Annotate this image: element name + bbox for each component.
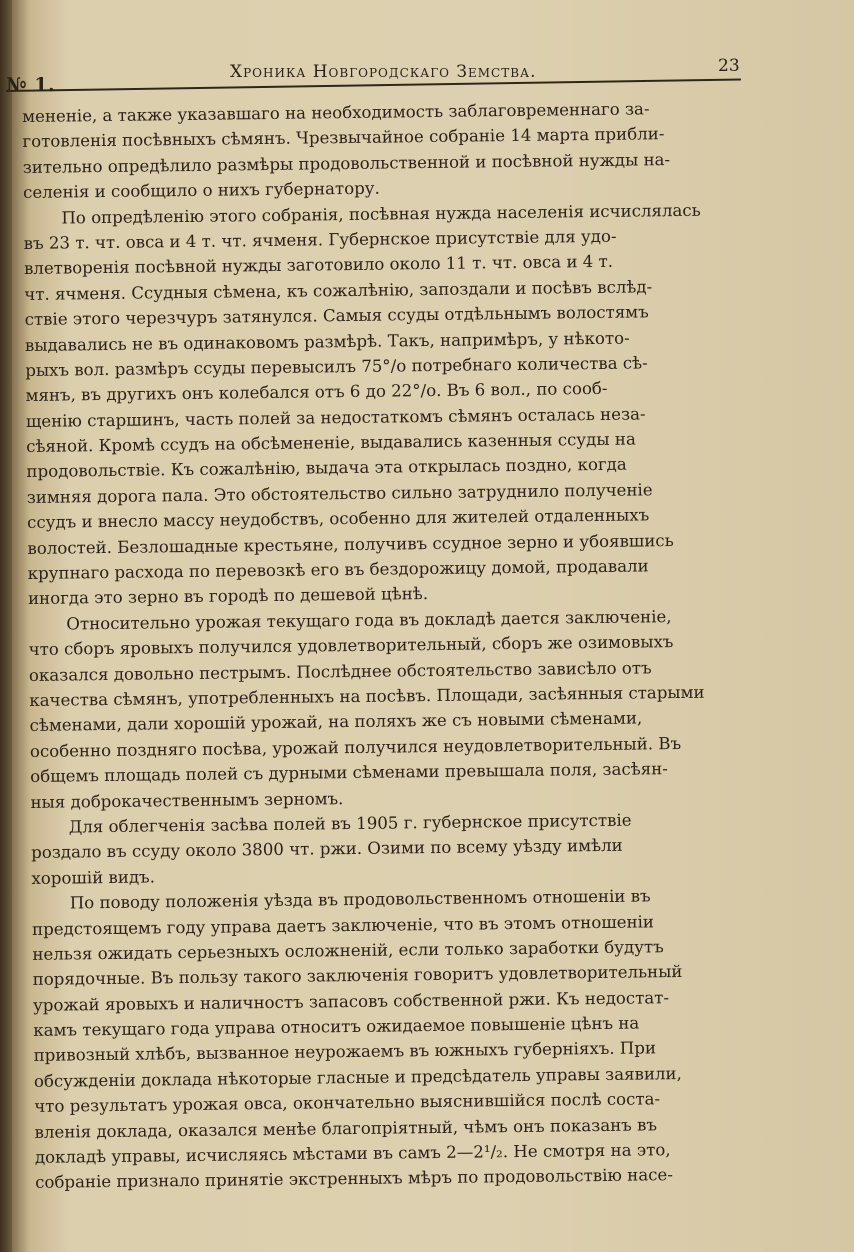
text-line: качества сѣмянъ, употребленныхъ на посѣвъ. Площади, засѣянныя старыми (29, 682, 705, 710)
text-line: сѣяной. Кромѣ ссудъ на обсѣмененіе, выдавались казенныя ссуды на (26, 429, 636, 457)
text-line: зительно опредѣлило размѣры продовольственной и посѣвной нужды на- (22, 149, 671, 177)
body-text (22, 95, 753, 1195)
text-line: привозный хлѣбъ, вызванное неурожаемъ въ южныхъ губерніяхъ. При (33, 1038, 657, 1066)
text-line: рыхъ вол. размѣръ ссуды перевысилъ 75°/о потребнаго количества сѣ- (25, 353, 648, 380)
text-line: ствіе этого черезчуръ затянулся. Самыя ссуды отдѣльнымъ волостямъ (24, 302, 649, 330)
text-line: собраніе признало принятіе экстренныхъ мѣръ по продовольствію насе- (35, 1165, 673, 1193)
text-line: Относительно урожая текущаго года въ докладѣ дается заключеніе, (66, 606, 672, 634)
text-line: обсужденіи доклада нѣкоторые гласные и предсѣдатель управы заявили, (33, 1063, 682, 1091)
text-line: что результатъ урожая овса, окончательно выяснившійся послѣ соста- (34, 1089, 661, 1117)
text-line: крупнаго расхода по перевозкѣ его въ бездорожицу домой, продавали (27, 556, 649, 583)
text-line: зимняя дорога пала. Это обстоятельство сильно затруднило полученіе (26, 480, 653, 507)
text-line: волостей. Безлошадные крестьяне, получивъ ссудное зерно и убоявшись (27, 530, 674, 558)
text-line: иногда это зерно въ городѣ по дешевой цѣнѣ. (27, 584, 429, 609)
text-line: порядочные. Въ пользу такого заключенія говоритъ удовлетворительный (32, 962, 683, 990)
text-line: хорошій видъ. (31, 867, 156, 888)
page-binding-shadow (0, 0, 12, 1252)
issue-number: № 1. (6, 74, 56, 96)
text-line: урожай яровыхъ и наличностъ запасовъ собственной ржи. Къ недостат- (32, 987, 670, 1015)
text-line: вленія доклада, оказался менѣе благопріятный, чѣмъ онъ показанъ въ (34, 1114, 658, 1142)
text-line: предстоящемъ году управа даетъ заключеніе, что въ этомъ отношеніи (31, 911, 655, 939)
text-line: ссудъ и внесло массу неудобствъ, особенно для жителей отдаленныхъ (26, 505, 650, 533)
text-line: нельзя ожидать серьезныхъ осложненій, если только заработки будутъ (32, 937, 664, 964)
text-line: въ 23 т. чт. овса и 4 т. чт. ячменя. Губернское присутствіе для удо- (23, 226, 617, 253)
text-line: общемъ площадь полей съ дурными сѣменами превышала поля, засѣян- (30, 759, 668, 787)
text-line: мененіе, а также указавшаго на необходимость заблаговременнаго за- (22, 99, 650, 126)
journal-title: Хроника Новгородскаго Земства. (230, 62, 537, 82)
page-number: 23 (718, 56, 740, 76)
text-line: мянъ, въ другихъ онъ колебался отъ 6 до 22°/о. Въ 6 вол., по сооб- (25, 379, 608, 406)
text-line: ныя доброкачественнымъ зерномъ. (30, 788, 344, 812)
text-line: особенно поздняго посѣва, урожай получился неудовлетворительный. Въ (29, 733, 682, 761)
text-line: продовольствіе. Къ сожалѣнію, выдача эта открылась поздно, когда (26, 455, 627, 482)
text-line: сѣменами, дали хорошій урожай, на поляхъ же съ новыми сѣменами, (29, 708, 643, 736)
text-line: роздало въ ссуду около 3800 чт. ржи. Озими по всему уѣзду имѣли (31, 836, 623, 863)
text-line: влетворенія посѣвной нужды заготовило около 11 т. чт. овса и 4 т. (23, 252, 614, 279)
text-line: чт. ячменя. Ссудныя сѣмена, къ сожалѣнію, запоздали и посѣвъ вслѣд- (24, 277, 653, 304)
text-line: оказался довольно пестрымъ. Послѣднее обстоятельство зависѣло отъ (28, 657, 652, 685)
text-line: щенію старшинъ, часть полей за недостаткомъ сѣмянъ осталась неза- (25, 404, 646, 431)
text-line: готовленія посѣвныхъ сѣмянъ. Чрезвычайное собраніе 14 марта прибли- (22, 124, 665, 152)
text-line: выдавались не въ одинаковомъ размѣрѣ. Такъ, напримѣръ, у нѣкото- (24, 328, 630, 355)
text-line: докладѣ управы, исчисляясь мѣстами въ самъ 2—2¹/₂. Не смотря на это, (34, 1140, 671, 1167)
text-line: камъ текущаго года управа относитъ ожидаемое повышеніе цѣнъ на (33, 1013, 640, 1040)
text-line: что сборъ яровыхъ получился удовлетворительный, сборъ же озимовыхъ (28, 632, 674, 660)
running-header (6, 54, 746, 94)
text-line: селенія и сообщило о нихъ губернатору. (22, 178, 380, 203)
text-line: Для облегченія засѣва полей въ 1905 г. губернское присутствіе (68, 810, 632, 837)
text-line: По опредѣленію этого собранія, посѣвная нужда населенія исчислялась (61, 200, 701, 228)
text-line: По поводу положенія уѣзда въ продовольственномъ отношеніи въ (69, 886, 651, 913)
